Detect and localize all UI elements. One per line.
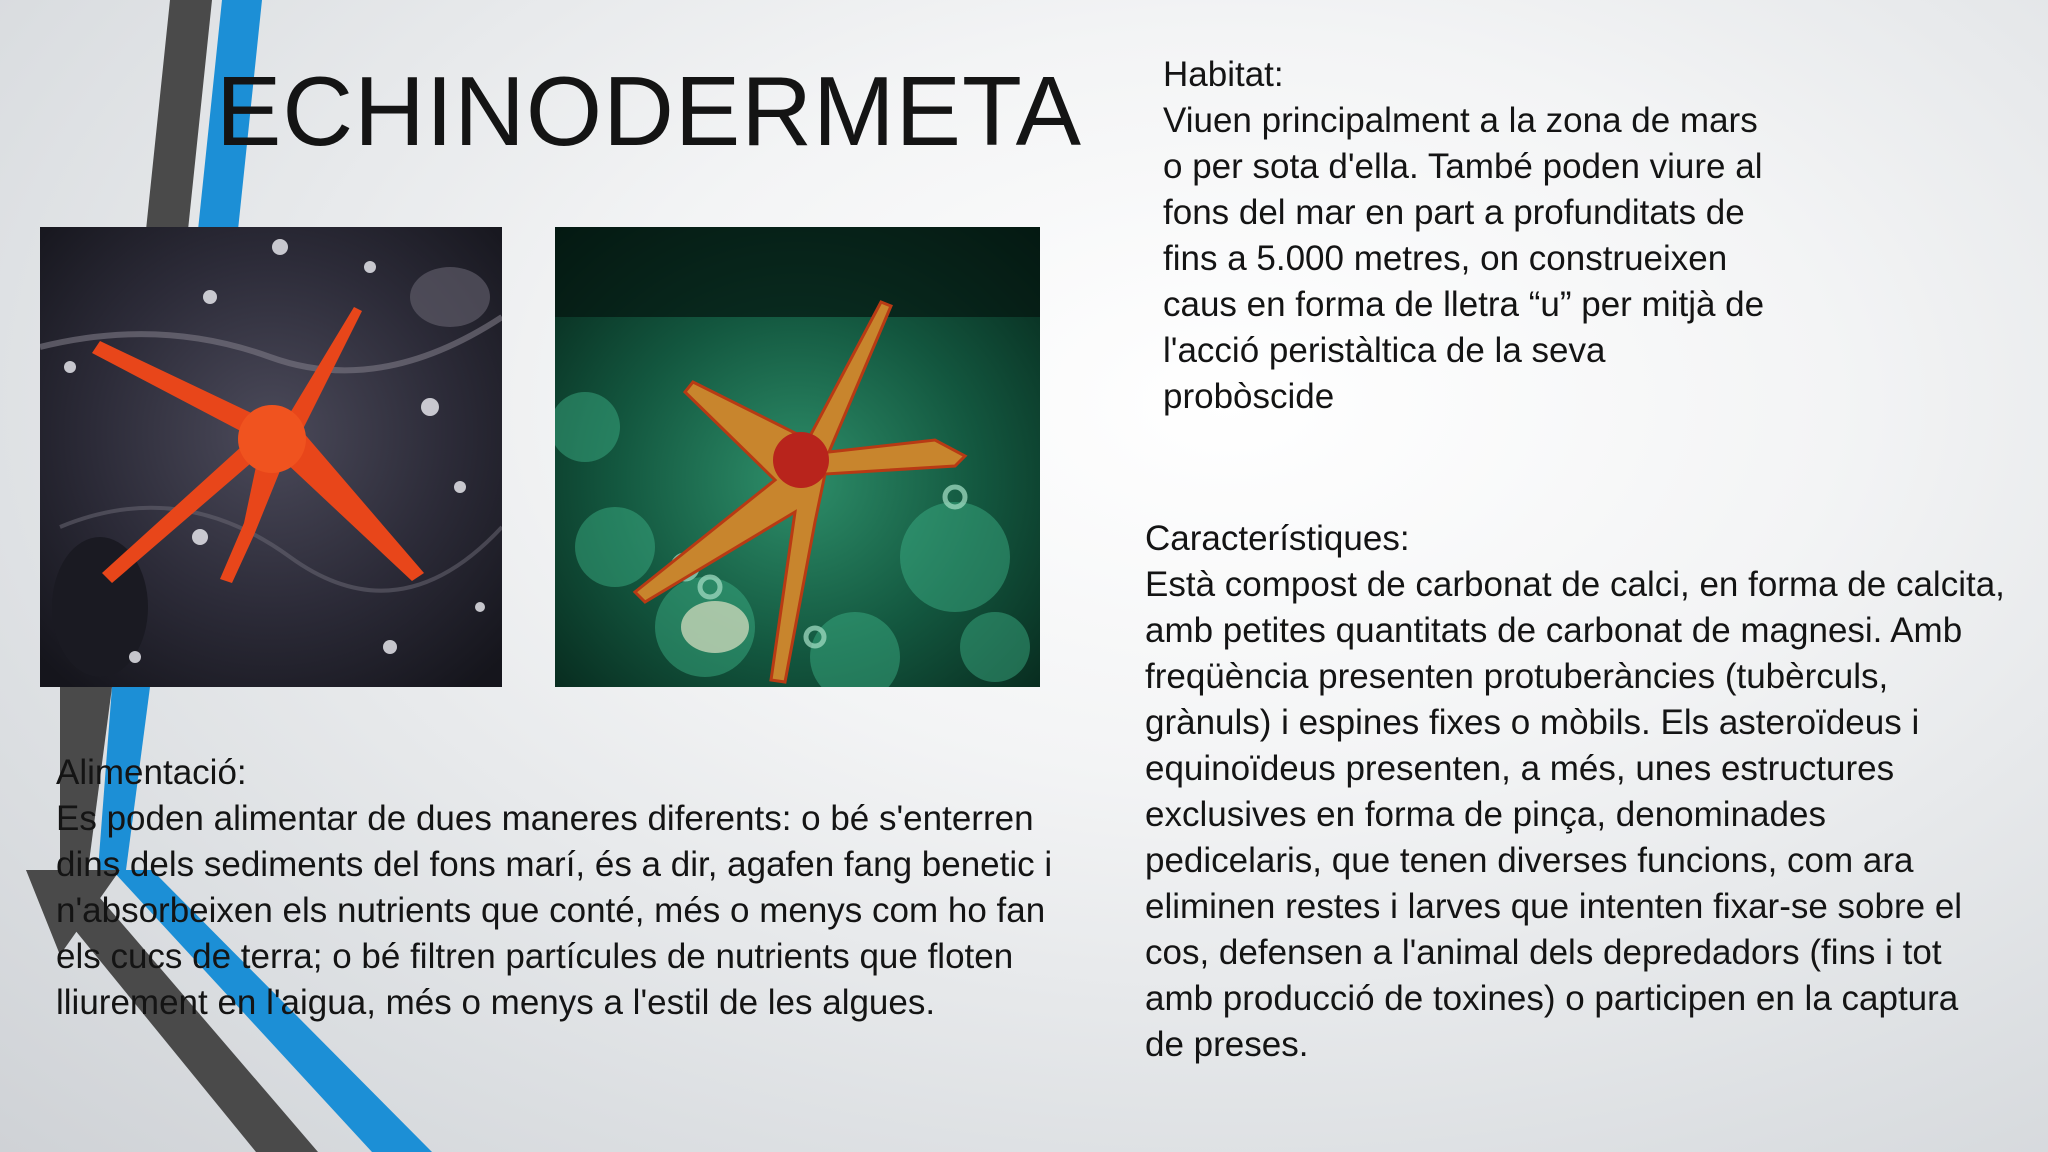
habitat-text: Viuen principalment a la zona de mars o per sota d'ella. També poden viure al fons del mar en part a profunditats de fins a 5.000 metres, on construeixen caus en forma de lletra “u” per mitjà de l'acció peristàltica de la seva probòscide (1163, 101, 1765, 416)
habitat-section (1163, 52, 1773, 420)
starfish-photo-orange (40, 227, 502, 687)
caracteristiques-text: Està compost de carbonat de calci, en forma de calcita, amb petites quantitats de carbonat de magnesi. Amb freqüència presenten protuberàncies (tubèrculs, grànuls) i espines fixes o mòbils. Els asteroïdeus i equinoïdeus presenten, a més, unes estructures exclusives en forma de pinça, denominades pedicelaris, que tenen diverses funcions, com ara eliminen restes i larves que intenten fixar-se sobre el cos, defensen a l'animal dels depredadors (fins i tot amb producció de toxines) o participen en la captura de preses. (1145, 565, 2005, 1064)
starfish-photo-underwater (555, 227, 1040, 687)
alimentacio-heading: Alimentació: (56, 753, 247, 792)
caracteristiques-section (1145, 516, 2005, 1068)
caracteristiques-heading: Característiques: (1145, 519, 1410, 558)
habitat-heading: Habitat: (1163, 55, 1284, 94)
slide-title: ECHINODERMETA (216, 56, 1083, 166)
alimentacio-section (56, 750, 1066, 1026)
alimentacio-text: Es poden alimentar de dues maneres diferents: o bé s'enterren dins dels sediments del fons marí, és a dir, agafen fang benetic i n'absorbeixen els nutrients que conté, més o menys com ho fan els cucs de terra; o bé filtren partícules de nutrients que floten lliurement en l'aigua, més o menys a l'estil de les algues. (56, 799, 1053, 1022)
